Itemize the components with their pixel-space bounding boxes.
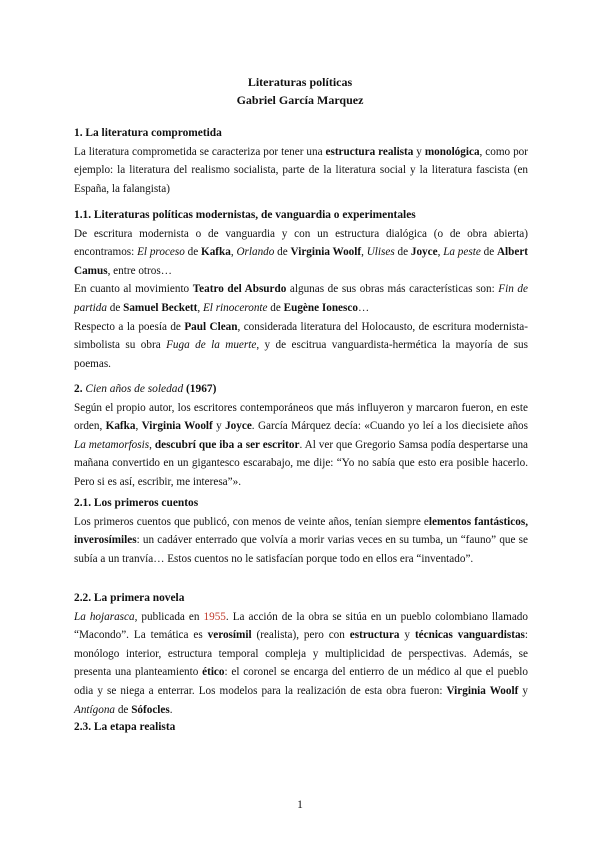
document-title: Literaturas políticas bbox=[247, 75, 353, 89]
paragraph: De escritura modernista o de vanguardia y con un estructura dialógica (o de obra abierta) encontramos: El proceso de Kafka, Orlando de Virginia Woolf, Ulises de Joyce, La peste de Albert Camus, entre otros… bbox=[74, 227, 529, 277]
paragraph: La hojarasca, publicada en 1955. La acción de la obra se sitúa en un pueblo colombiano llamado “Macondo”. La temática es verosímil (realista), pero con estructura y técnicas vanguardistas: monólogo interior, estructura temporal compleja y multiplicidad de perspectivas. Además, se presenta una planteamiento ético: el coronel se encarga del entierro de un médico al que el pueblo odia y se niega a enterrar. Los modelos para la realización de esta obra fueron: Virginia Woolf y Antígona de Sófocles. bbox=[74, 610, 529, 716]
paragraph: En cuanto al movimiento Teatro del Absurdo algunas de sus obras más características son: Fin de partida de Samuel Beckett, El rinoceronte de Eugène Ionesco… bbox=[74, 283, 528, 314]
section-heading: 1.1. Literaturas políticas modernistas, de vanguardia o experimentales bbox=[74, 209, 416, 221]
section-heading: 1. La literatura comprometida bbox=[74, 127, 222, 139]
page-number: 1 bbox=[297, 799, 303, 811]
section-2-3 bbox=[74, 718, 528, 737]
highlighted-year: 1955 bbox=[203, 610, 226, 623]
document-author: Gabriel García Marquez bbox=[236, 93, 364, 107]
section-1 bbox=[74, 124, 528, 198]
paragraph: Según el propio autor, los escritores contemporáneos que más influyeron y marcaron fueron, en este orden, Kafka, Virginia Woolf y Joyce. García Márquez decía: «Cuando yo leí a los diecisiete años La metamorfosis, descubrí que iba a ser escritor. Al ver que Gregorio Samsa podía despertarse una mañana convertido en un gigantesco escarabajo, me dije: “Yo no sabía que esto era posible hacerlo. Pero si es así, escribir, me interesa”». bbox=[74, 401, 529, 488]
section-heading: 2.2. La primera novela bbox=[74, 592, 185, 604]
paragraph: La literatura comprometida se caracteriza por tener una estructura realista y monológica, como por ejemplo: la literatura del realismo socialista, parte de la literatura social y la literatura fascista (en España, la falangista) bbox=[74, 145, 528, 195]
section-2-2 bbox=[74, 589, 528, 719]
section-heading: 2.3. La etapa realista bbox=[74, 721, 176, 733]
section-heading: 2.1. Los primeros cuentos bbox=[74, 497, 199, 509]
section-2 bbox=[74, 380, 528, 492]
paragraph: Respecto a la poesía de Paul Clean, considerada literatura del Holocausto, de escritura modernista-simbolista su obra Fuga de la muerte, y de escitrua vanguardista-hermética la mayoría de sus poemas. bbox=[74, 320, 528, 370]
paragraph: Los primeros cuentos que publicó, con menos de veinte años, tenían siempre elementos fantásticos, inverosímiles: un cadáver enterrado que volvía a morir varias veces en su tumba, un “fauno” que se subía a un tranvía… Estos cuentos no le satisfacían porque todo en ellos era “inventado”. bbox=[74, 515, 528, 565]
section-2-1 bbox=[74, 494, 528, 568]
section-1-1 bbox=[74, 206, 528, 373]
section-heading: 2. Cien años de soledad (1967) bbox=[74, 383, 217, 395]
